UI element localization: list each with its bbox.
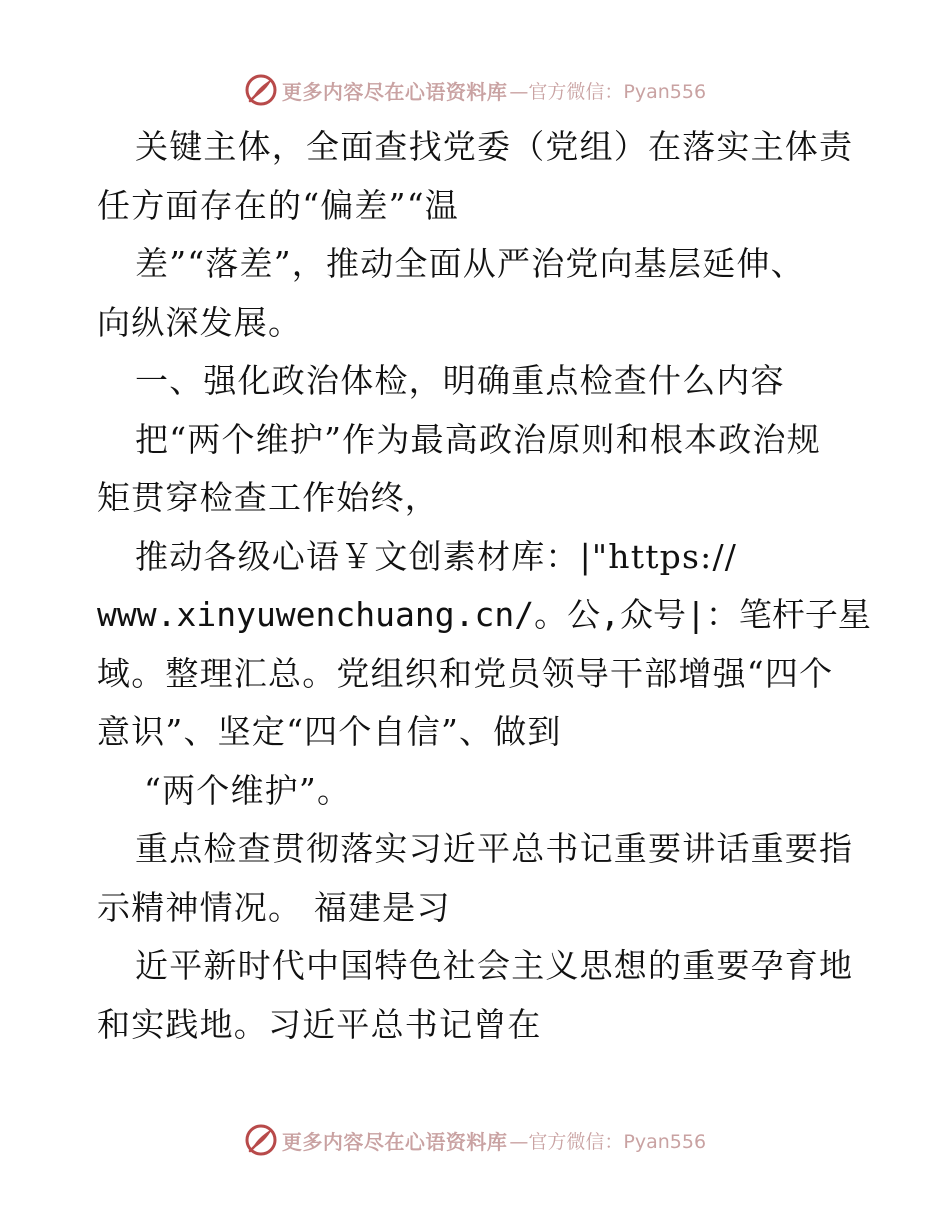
footer-banner-title: 更多内容尽在心语资料库	[281, 1129, 508, 1154]
body-line: 差”“落差”，推动全面从严治党向基层延伸、	[135, 244, 805, 283]
body-line: 把“两个维护”作为最高政治原则和根本政治规	[135, 419, 821, 459]
body-line: 意识”、坚定“四个自信”、做到	[97, 712, 562, 751]
footer-banner	[0, 1120, 950, 1160]
section-heading: 一、强化政治体检，明确重点检查什么内容	[135, 361, 785, 400]
body-line: 域。整理汇总。党组织和党员领导干部增强“四个	[97, 653, 834, 693]
body-line: 推动各级心语￥文创素材库：|"https://	[135, 536, 738, 576]
body-line: “两个维护”。	[144, 770, 352, 810]
body-line: 关键主体，全面查找党委（党组）在落实主体责	[135, 127, 854, 166]
body-line: 近平新时代中国特色社会主义思想的重要孕育地	[135, 946, 854, 985]
header-banner-wechat: —官方微信：Pyan556	[509, 80, 707, 103]
body-line: 和实践地。习近平总书记曾在	[97, 1004, 542, 1044]
feather-pen-logo-icon	[244, 1123, 278, 1157]
document-body	[97, 118, 871, 1054]
footer-banner-wechat: —官方微信：Pyan556	[509, 1130, 707, 1153]
body-line: 向纵深发展。	[97, 302, 303, 342]
header-banner-title: 更多内容尽在心语资料库	[281, 79, 508, 104]
header-banner	[0, 70, 950, 110]
body-line: 示精神情况。 福建是习	[97, 887, 451, 927]
feather-pen-logo-icon	[244, 73, 278, 107]
body-line-url: www.xinyuwenchuang.cn/。公,众号|：笔杆子星	[97, 595, 871, 634]
body-line: 任方面存在的“偏差”“温	[97, 185, 460, 225]
body-line: 矩贯穿检查工作始终，	[97, 478, 439, 517]
body-line: 重点检查贯彻落实习近平总书记重要讲话重要指	[135, 829, 854, 868]
